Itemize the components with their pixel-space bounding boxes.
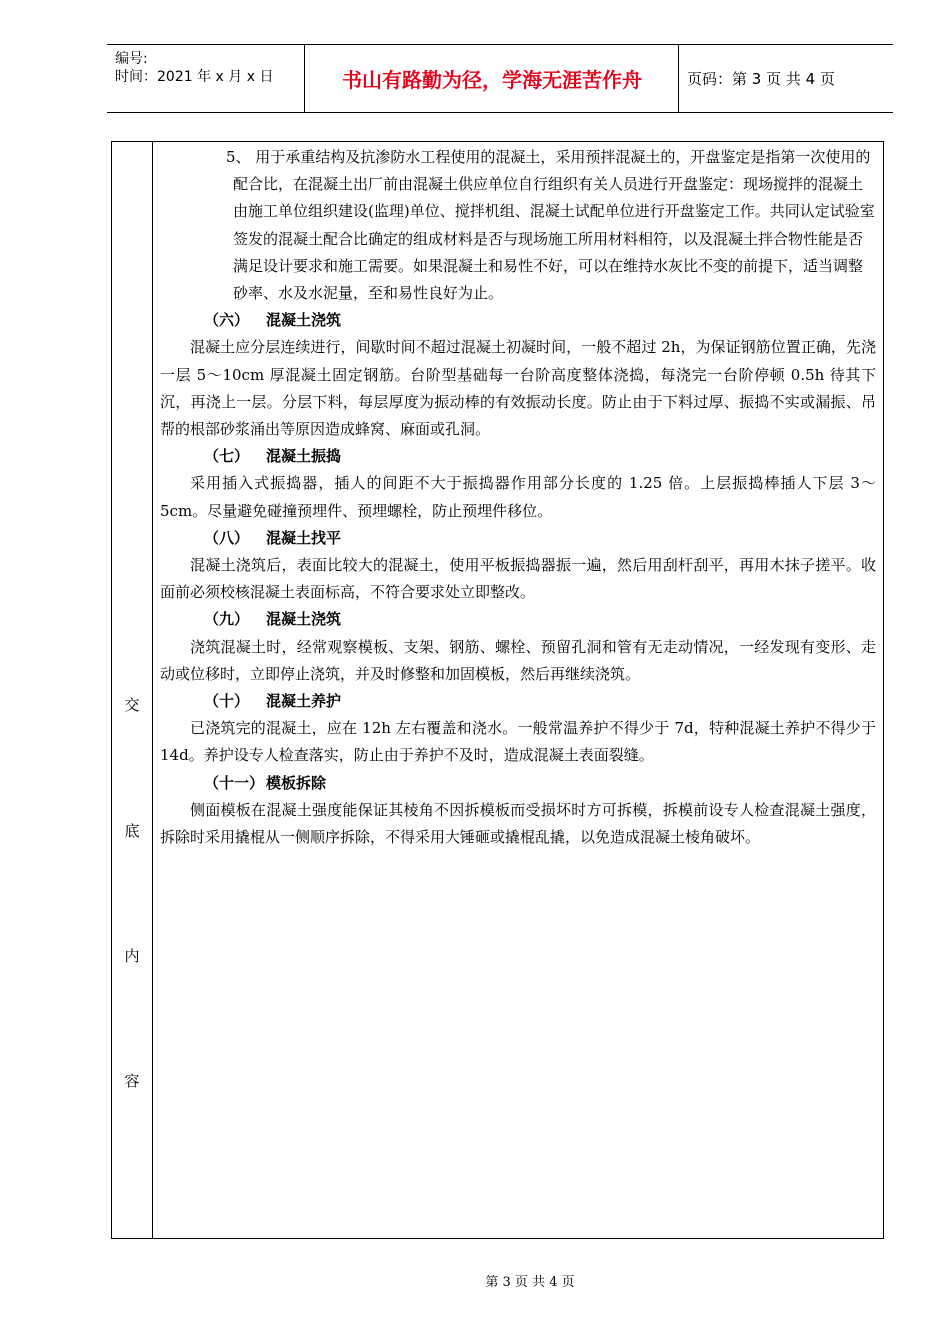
content-body xyxy=(160,144,876,851)
header-meta xyxy=(115,50,273,86)
section-number: （九） xyxy=(204,610,250,629)
side-label-char: 交 xyxy=(124,696,140,714)
section-heading xyxy=(160,770,876,797)
section-title: 混凝土振捣 xyxy=(266,447,342,466)
page-footer xyxy=(0,1271,950,1290)
section-number: （八） xyxy=(204,528,250,547)
header-motto: 书山有路勤为径，学海无涯苦作舟 xyxy=(342,68,642,92)
document-date: 时间：2021 年 x 月 x 日 xyxy=(115,69,274,85)
section-paragraph: 已浇筑完的混凝土，应在 12h 左右覆盖和浇水。一般常温养护不得少于 7d，特种混凝土养护不得少于 14d。养护设专人检查落实，防止由于养护不及时，造成混凝土表面裂缝。 xyxy=(160,719,876,765)
side-label-char: 容 xyxy=(124,1072,140,1090)
section-title: 混凝土浇筑 xyxy=(266,610,342,629)
section-number: （十一） xyxy=(204,773,265,792)
content-table xyxy=(111,141,884,1239)
section-paragraph: 混凝土浇筑后，表面比较大的混凝土，使用平板振捣器振一遍，然后用刮杆刮平，再用木抹子搓平。收面前必须校核混凝土表面标高，不符合要求处立即整改。 xyxy=(160,556,876,602)
side-label-char: 底 xyxy=(124,822,140,840)
page-indicator: 页码：第 3 页 共 4 页 xyxy=(687,70,835,88)
section-paragraph: 侧面模板在混凝土强度能保证其棱角不因拆模板而受损坏时方可拆模，拆模前设专人检查混凝土强度，拆除时采用撬棍从一侧顺序拆除，不得采用大锤砸或撬棍乱撬，以免造成混凝土棱角破坏。 xyxy=(160,800,876,847)
document-number-label: 编号: xyxy=(115,51,148,67)
footer-page-number: 第 3 页 共 4 页 xyxy=(485,1275,575,1290)
section-number: （六） xyxy=(204,311,250,330)
section-heading xyxy=(160,688,876,715)
section-title: 混凝土养护 xyxy=(266,692,342,711)
section-heading xyxy=(160,525,876,552)
section-paragraph: 采用插入式振捣器，插人的间距不大于振捣器作用部分长度的 1.25 倍。上层振捣棒插人下层 3～5cm。尽量避免碰撞预埋件、预埋螺栓，防止预埋件移位。 xyxy=(160,474,876,520)
side-label-column xyxy=(112,142,153,1238)
section-heading xyxy=(160,307,876,334)
section-heading xyxy=(160,443,876,470)
section-number: （七） xyxy=(204,447,250,466)
side-label-char: 内 xyxy=(124,947,140,965)
section-title: 模板拆除 xyxy=(266,773,327,792)
section-heading xyxy=(160,606,876,633)
section-paragraph: 混凝土应分层连续进行，间歇时间不超过混凝土初凝时间，一般不超过 2h，为保证钢筋位置正确，先浇一层 5～10cm 厚混凝土固定钢筋。台阶型基础每一台阶高度整体浇捣，每浇完一台阶停顿 0.5h 待其下沉，再浇上一层。分层下料，每层厚度为振动棒的有效振动长度。防止由于下料过厚、振捣不实或漏振、吊帮的根部砂浆涌出等原因造成蜂窝、麻面或孔洞。 xyxy=(160,338,876,439)
section-number: （十） xyxy=(204,692,250,711)
page-header xyxy=(107,44,893,113)
item-5-paragraph: 5、 用于承重结构及抗渗防水工程使用的混凝土，采用预拌混凝土的，开盘鉴定是指第一次使用的配合比，在混凝土出厂前由混凝土供应单位自行组织有关人员进行开盘鉴定：现场搅拌的混凝土由施工单位组织建设(监理)单位、搅拌机组、混凝土试配单位进行开盘鉴定工作。共同认定试验室签发的混凝土配合比确定的组成材料是否与现场施工所用材料相符，以及混凝土拌合物性能是否满足设计要求和施工需要。如果混凝土和易性不好，可以在维持水灰比不变的前提下，适当调整砂率、水及水泥量，至和易性良好为止。 xyxy=(226,148,875,303)
section-title: 混凝土找平 xyxy=(266,528,342,547)
section-title: 混凝土浇筑 xyxy=(266,311,342,330)
section-paragraph: 浇筑混凝土时，经常观察模板、支架、钢筋、螺栓、预留孔洞和管有无走动情况，一经发现有变形、走动或位移时，立即停止浇筑，并及时修整和加固模板，然后再继续浇筑。 xyxy=(160,637,876,683)
